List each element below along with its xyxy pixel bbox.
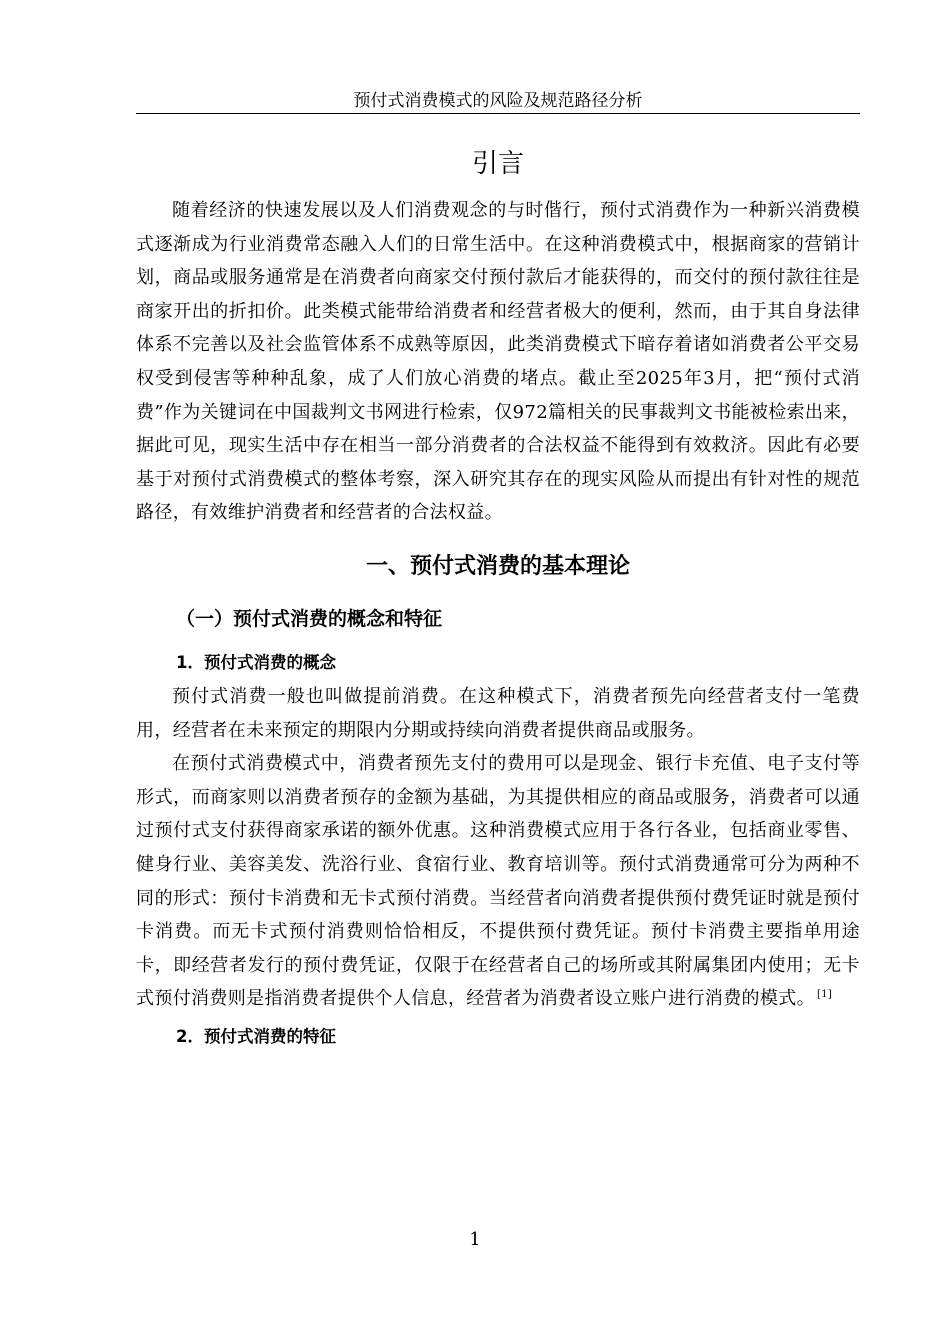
subsection-heading-concept: 1．预付式消费的概念 xyxy=(176,652,336,672)
running-header: 预付式消费模式的风险及规范路径分析 xyxy=(353,91,643,111)
intro-paragraph: 随着经济的快速发展以及人们消费观念的与时偕行，预付式消费作为一种新兴消费模式逐渐成为行业消费常态融入人们的日常生活中。在这种消费模式中，根据商家的营销计划，商品或服务通常是在消费者向商家交付预付款后才能获得的，而交付的预付款往往是商家开出的折扣价。此类模式能带给消费者和经营者极大的便利，然而，由于其自身法律体系不完善以及社会监管体系不成熟等原因，此类消费模式下暗存着诸如消费者公平交易权受到侵害等种种乱象，成了人们放心消费的堵点。截止至2025年3月，把“预付式消费”作为关键词在中国裁判文书网进行检索，仅972篇相关的民事裁判文书能被检索出来，据此可见，现实生活中存在相当一部分消费者的合法权益不能得到有效救济。因此有必要基于对预付式消费模式的整体考察，深入研究其存在的现实风险从而提出有针对性的规范路径，有效维护消费者和经营者的合法权益。 xyxy=(136,200,860,524)
concept-paragraph-2-text: 在预付式消费模式中，消费者预先支付的费用可以是现金、银行卡充值、电子支付等形式，而商家则以消费者预存的金额为基础，为其提供相应的商品或服务，消费者可以通过预付式支付获得商家承诺的额外优惠。这种消费模式应用于各行各业，包括商业零售、健身行业、美容美发、洗浴行业、食宿行业、教育培训等。预付式消费通常可分为两种不同的形式：预付卡消费和无卡式预付消费。当经营者向消费者提供预付费凭证时就是预付卡消费。而无卡式预付消费则恰恰相反，不提供预付费凭证。预付卡消费主要指单用途卡，即经营者发行的预付费凭证，仅限于在经营者自己的场所或其附属集团内使用；无卡式预付消费则是指消费者提供个人信息，经营者为消费者设立账户进行消费的模式。 xyxy=(136,753,860,1010)
page-number: 1 xyxy=(469,1229,481,1250)
section-heading: （一）预付式消费的概念和特征 xyxy=(176,607,443,630)
header-rule xyxy=(136,113,860,114)
subsection-heading-features: 2．预付式消费的特征 xyxy=(176,1026,336,1046)
citation-marker: [1] xyxy=(816,989,833,1001)
concept-paragraph-1: 预付式消费一般也叫做提前消费。在这种模式下，消费者预先向经营者支付一笔费用，经营者在未来预定的期限内分期或持续向消费者提供商品或服务。 xyxy=(136,685,860,741)
intro-title: 引言 xyxy=(471,149,524,179)
concept-paragraph-2 xyxy=(136,747,860,1016)
chapter-heading: 一、预付式消费的基本理论 xyxy=(365,553,630,579)
page-body xyxy=(136,140,860,1054)
